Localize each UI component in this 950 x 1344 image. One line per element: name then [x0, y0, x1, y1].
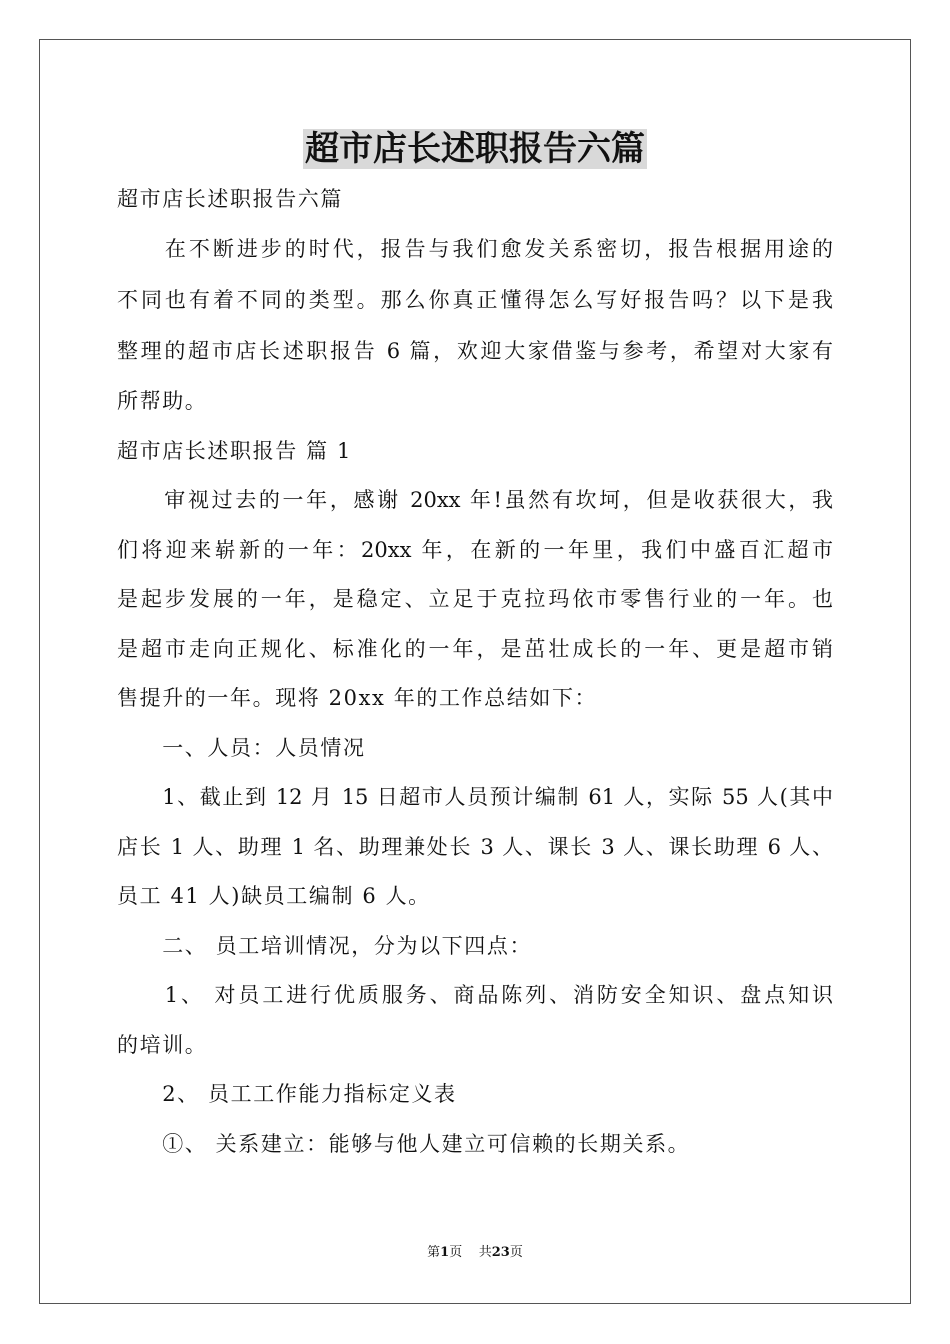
section-heading: 超市店长述职报告 篇 1	[117, 439, 352, 463]
footer-page-suffix: 页	[449, 1245, 463, 1260]
paragraph-line: 不同也有着不同的类型。那么你真正懂得怎么写好报告吗？以下是我	[117, 288, 833, 312]
paragraph-line: 是超市走向正规化、标准化的一年，是茁壮成长的一年、更是超市销	[117, 637, 833, 661]
paragraph-line: 整理的超市店长述职报告 6 篇，欢迎大家借鉴与参考，希望对大家有	[117, 339, 833, 363]
paragraph-line: 所帮助。	[117, 389, 208, 413]
paragraph-line: 店长 1 人、助理 1 名、助理兼处长 3 人、课长 3 人、课长助理 6 人、	[117, 835, 833, 859]
subsection-heading: 一、人员：人员情况	[117, 736, 366, 760]
footer-total-label: 共	[478, 1245, 492, 1260]
page-frame	[39, 39, 911, 1304]
footer-total-suffix: 页	[509, 1245, 523, 1260]
paragraph-line: 1、截止到 12 月 15 日超市人员预计编制 61 人，实际 55 人(其中	[117, 785, 833, 809]
paragraph-line: 在不断进步的时代，报告与我们愈发关系密切，报告根据用途的	[117, 237, 833, 261]
paragraph-line: ①、 关系建立：能够与他人建立可信赖的长期关系。	[117, 1132, 691, 1156]
paragraph-line: 们将迎来崭新的一年：20xx 年，在新的一年里，我们中盛百汇超市	[117, 538, 833, 562]
subsection-heading: 二、 员工培训情况，分为以下四点：	[117, 934, 533, 958]
footer-page-label: 第	[427, 1245, 441, 1260]
paragraph-line: 是起步发展的一年，是稳定、立足于克拉玛依市零售行业的一年。也	[117, 587, 833, 611]
paragraph-line: 售提升的一年。现将 20xx 年的工作总结如下：	[117, 686, 598, 710]
paragraph-line: 的培训。	[117, 1033, 208, 1057]
page-footer	[0, 1244, 950, 1262]
subtitle-line: 超市店长述职报告六篇	[117, 187, 343, 211]
paragraph-line: 员工 41 人)缺员工编制 6 人。	[117, 884, 431, 908]
paragraph-line: 1、 对员工进行优质服务、商品陈列、消防安全知识、盘点知识	[117, 983, 833, 1007]
footer-page-number: 1	[440, 1245, 450, 1260]
document-title	[0, 126, 950, 172]
document-title-text: 超市店长述职报告六篇	[305, 129, 645, 169]
footer-total-pages: 23	[491, 1245, 510, 1260]
paragraph-line: 审视过去的一年，感谢 20xx 年!虽然有坎坷，但是收获很大，我	[117, 488, 833, 512]
paragraph-line: 2、 员工工作能力指标定义表	[117, 1082, 457, 1106]
